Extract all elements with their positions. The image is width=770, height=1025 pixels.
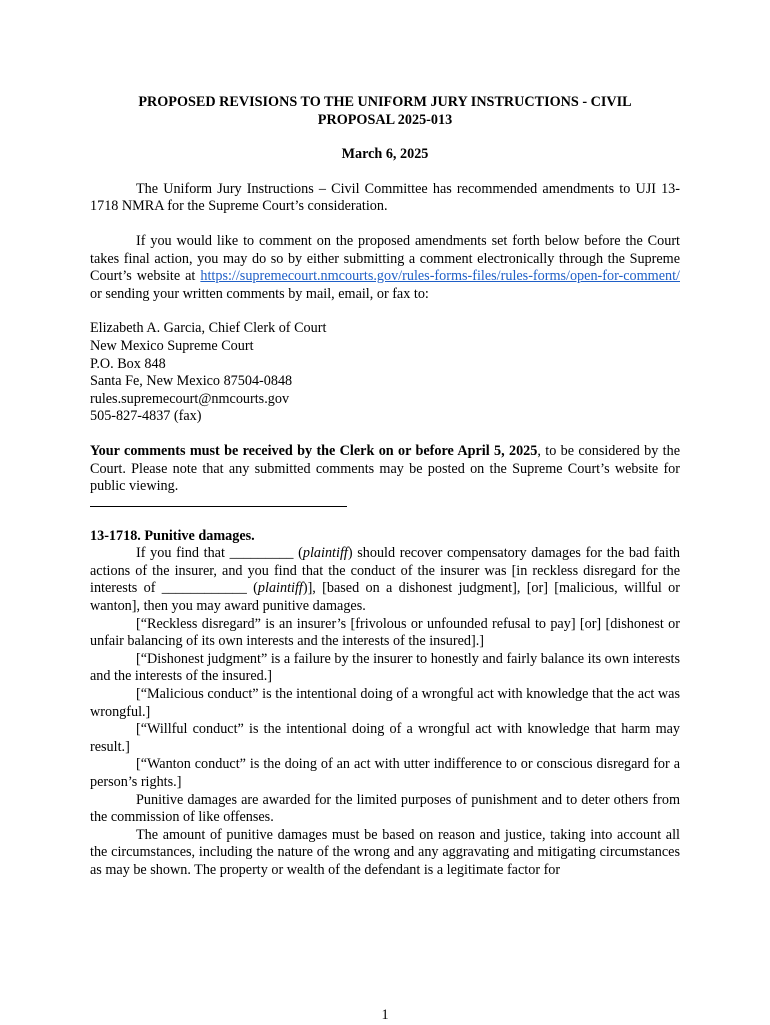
deadline-bold-text: Your comments must be received by the Clerk on or before April 5, 2025 (90, 442, 538, 459)
comment-instructions-text: If you would like to comment on the proposed amendments set forth below before the Court takes final action, you may do so by either submitting a comment electronically through the Supreme Court’s website at (90, 232, 680, 285)
instruction-paragraph (90, 545, 680, 615)
address-line: P.O. Box 848 (90, 355, 166, 372)
malicious-conduct-definition: [“Malicious conduct” is the intentional doing of a wrongful act with knowledge that the act was wrongful.] (90, 686, 680, 720)
page-number: 1 (381, 1007, 389, 1023)
comment-instructions-paragraph (90, 233, 680, 303)
open-for-comment-link[interactable]: https://supremecourt.nmcourts.gov/rules-forms-files/rules-forms/open-for-comment/ (200, 268, 680, 285)
clerk-address-block (90, 320, 680, 426)
willful-conduct-definition: [“Willful conduct” is the intentional doing of a wrongful act with knowledge that harm may result.] (90, 721, 680, 755)
instruction-text: If you find that (136, 545, 230, 562)
address-line: Santa Fe, New Mexico 87504-0848 (90, 373, 293, 390)
plaintiff-italic: plaintiff (302, 545, 348, 562)
instruction-text: )], [based on a dishonest judgment], [or] [malicious, willful or wanton], then you may award punitive damages. (90, 580, 680, 615)
deadline-paragraph (90, 443, 680, 496)
deadline-rest-text: , to be considered by the Court. Please note that any submitted comments may be posted on the Supreme Court’s website for public viewing. (90, 442, 680, 495)
punitive-amount-paragraph: The amount of punitive damages must be based on reason and justice, taking into account all the circumstances, including the nature of the wrong and any aggravating and mitigating circumstances as may be shown. The property or wealth of the defendant is a legitimate factor for (90, 826, 680, 878)
document-page (90, 94, 681, 1023)
wanton-conduct-definition: [“Wanton conduct” is the doing of an act with utter indifference to or conscious disregard for a person’s rights.] (90, 756, 680, 790)
address-line: New Mexico Supreme Court (90, 337, 254, 354)
punitive-purpose-paragraph: Punitive damages are awarded for the limited purposes of punishment and to deter others from the commission of like offenses. (90, 791, 680, 826)
address-fax: 505-827-4837 (fax) (90, 408, 202, 425)
document-title-line2: PROPOSAL 2025-013 (317, 111, 453, 128)
reckless-disregard-definition: [“Reckless disregard” is an insurer’s [frivolous or unfounded refusal to pay] [or] [dishonest or unfair balancing of its own interests and the interests of the insured].] (90, 615, 680, 650)
dishonest-judgment-definition: [“Dishonest judgment” is a failure by the insurer to honestly and fairly balance its own interests and the interests of the insured.] (90, 650, 680, 685)
fill-in-blank: ____________ (161, 580, 247, 597)
section-heading: 13-1718. Punitive damages. (90, 527, 255, 544)
instruction-text: ) should recover compensatory damages for the bad faith actions of the insurer, and you find that the conduct of the insurer was [in reckless disregard for the interests of (90, 545, 681, 597)
address-line: Elizabeth A. Garcia, Chief Clerk of Court (90, 320, 327, 337)
instruction-text: ( (246, 580, 258, 597)
comment-instructions-text-end: or sending your written comments by mail, email, or fax to: (90, 285, 429, 302)
plaintiff-italic: plaintiff (257, 580, 303, 597)
fill-in-blank: _________ (229, 545, 294, 562)
instruction-text: ( (293, 545, 303, 562)
document-date: March 6, 2025 (341, 146, 429, 163)
section-divider (90, 496, 347, 507)
address-email: rules.supremecourt@nmcourts.gov (90, 390, 290, 407)
document-title-line1: PROPOSED REVISIONS TO THE UNIFORM JURY INSTRUCTIONS - CIVIL (138, 94, 632, 110)
intro-paragraph: The Uniform Jury Instructions – Civil Committee has recommended amendments to UJI 13-1718 NMRA for the Supreme Court’s consideration. (90, 180, 680, 215)
